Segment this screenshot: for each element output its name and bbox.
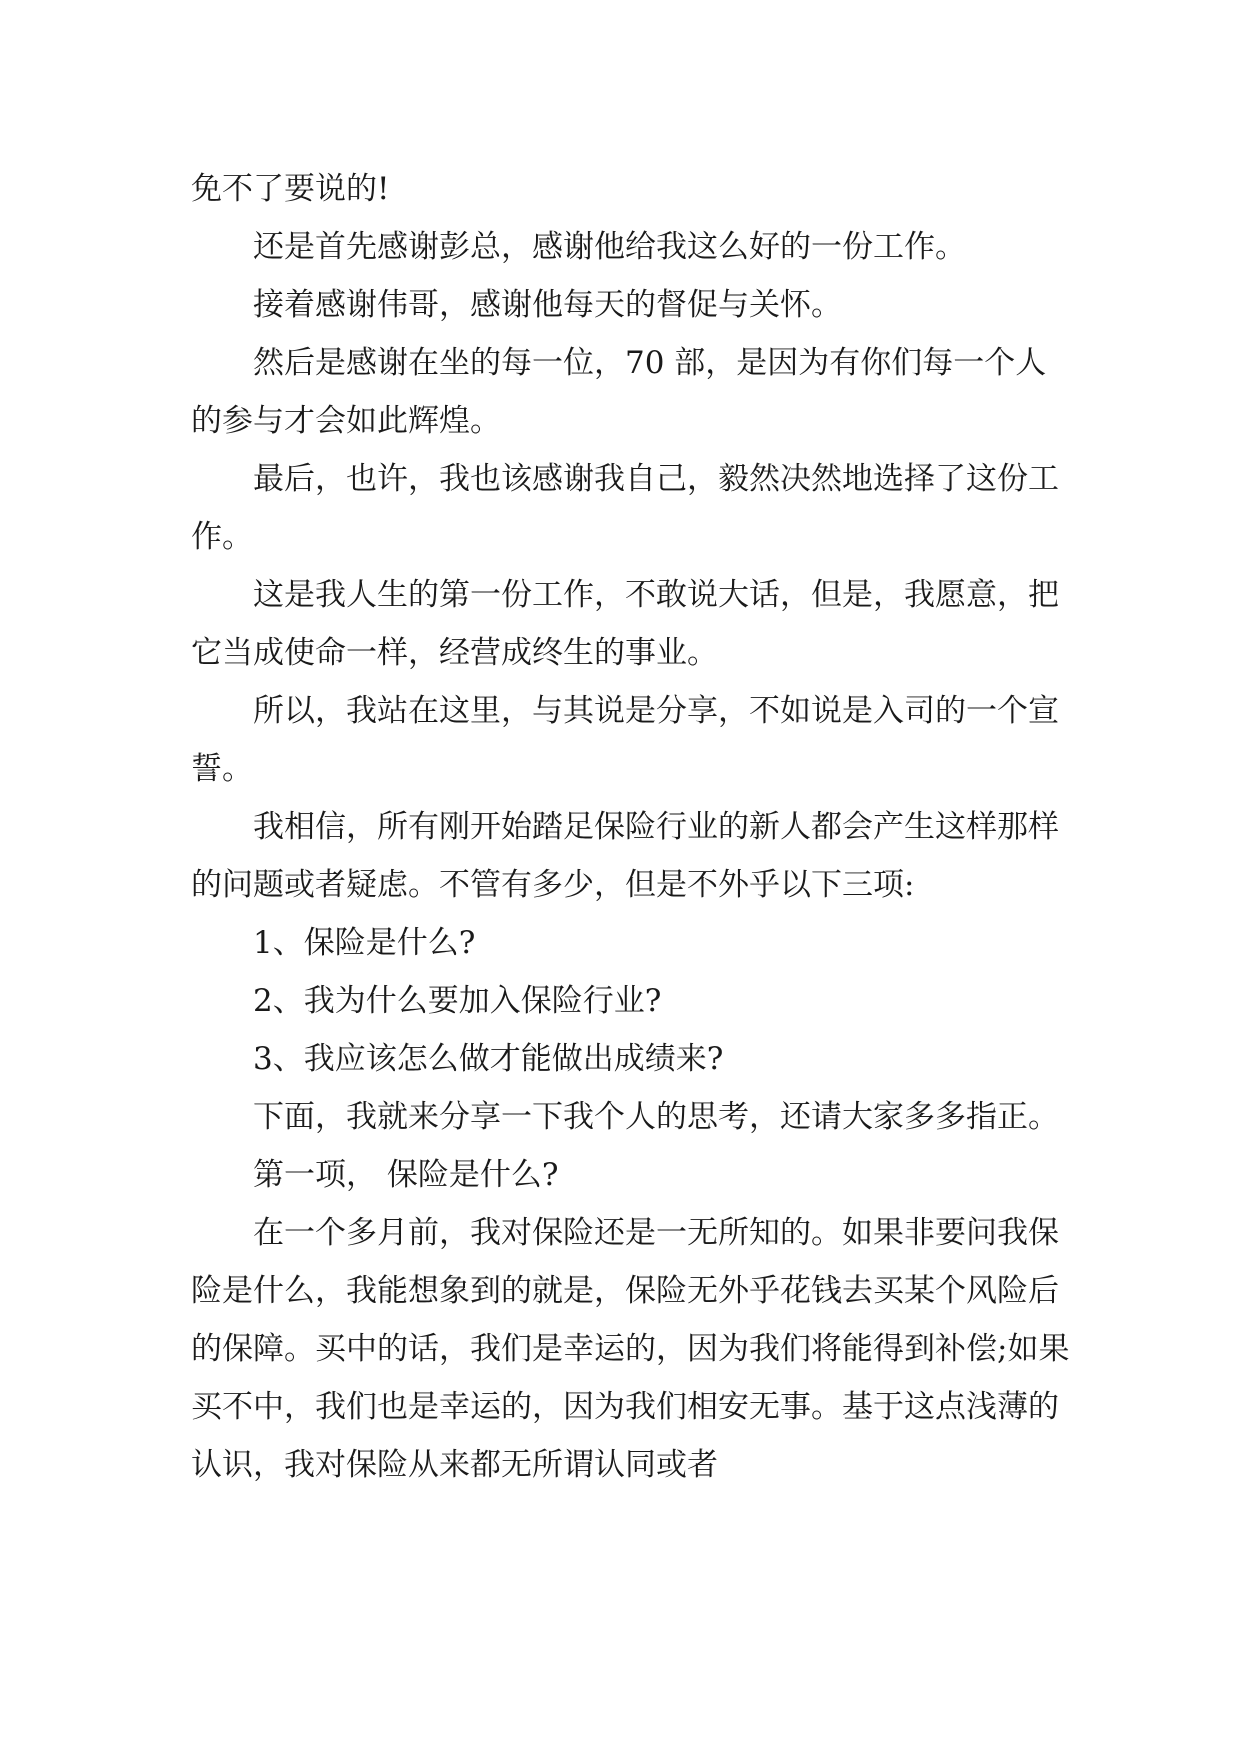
paragraph: 在一个多月前，我对保险还是一无所知的。如果非要问我保险是什么，我能想象到的就是，保险无外乎花钱去买某个风险后的保障。买中的话，我们是幸运的，因为我们将能得到补偿;如果买不中，我们也是幸运的，因为我们相安无事。基于这点浅薄的认识，我对保险从来都无所谓认同或者 xyxy=(191,1215,1070,1483)
list-item: 2、我为什么要加入保险行业? xyxy=(253,983,662,1019)
paragraph: 免不了要说的! xyxy=(191,171,390,207)
document-body xyxy=(191,160,1071,1494)
list-item: 3、我应该怎么做才能做出成绩来? xyxy=(253,1041,724,1077)
paragraph: 然后是感谢在坐的每一位，70 部，是因为有你们每一个人的参与才会如此辉煌。 xyxy=(191,345,1047,439)
paragraph: 接着感谢伟哥，感谢他每天的督促与关怀。 xyxy=(253,287,842,323)
paragraph: 下面，我就来分享一下我个人的思考，还请大家多多指正。 xyxy=(253,1099,1059,1135)
section-heading: 第一项， 保险是什么? xyxy=(253,1157,559,1193)
paragraph: 我相信，所有刚开始踏足保险行业的新人都会产生这样那样的问题或者疑虑。不管有多少，但是不外乎以下三项: xyxy=(191,809,1059,903)
paragraph: 还是首先感谢彭总，感谢他给我这么好的一份工作。 xyxy=(253,229,966,265)
paragraph: 最后，也许，我也该感谢我自己，毅然决然地选择了这份工作。 xyxy=(191,461,1059,555)
paragraph: 这是我人生的第一份工作，不敢说大话，但是，我愿意，把它当成使命一样，经营成终生的事业。 xyxy=(191,577,1059,671)
list-item: 1、保险是什么? xyxy=(253,925,476,961)
paragraph: 所以，我站在这里，与其说是分享，不如说是入司的一个宣誓。 xyxy=(191,693,1059,787)
